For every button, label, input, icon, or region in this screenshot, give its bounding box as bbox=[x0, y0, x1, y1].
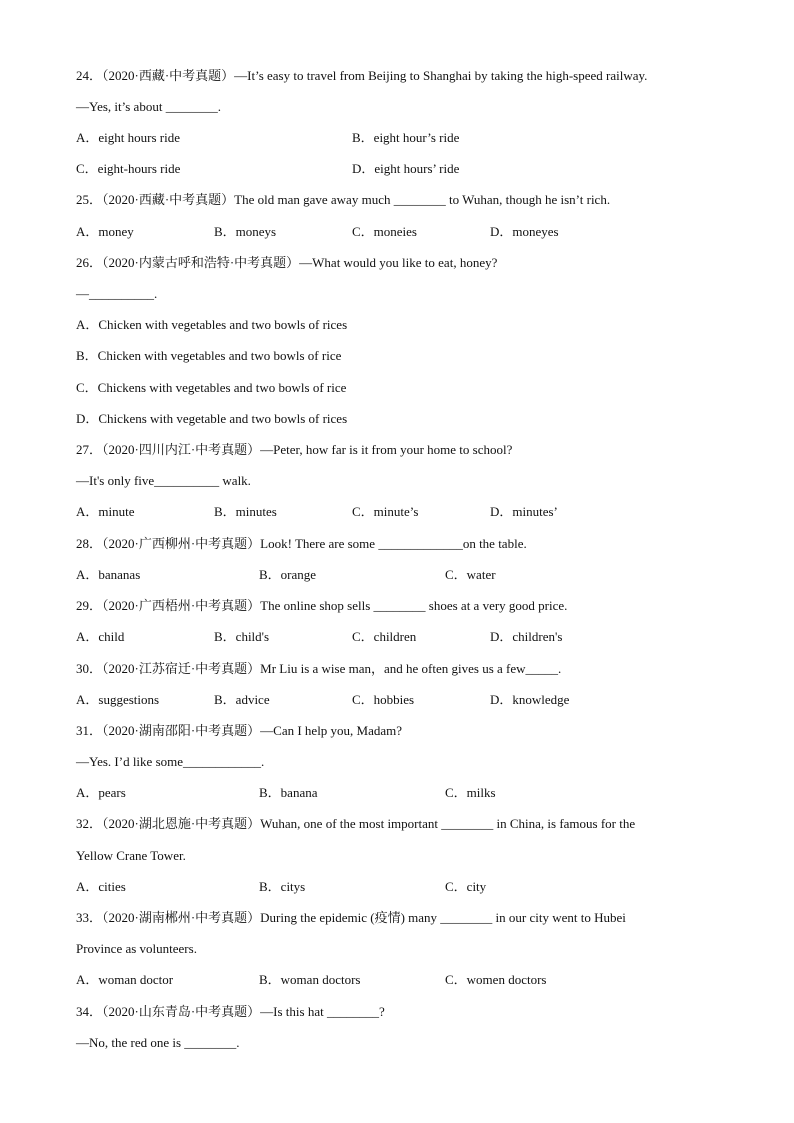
question-25-option-d: D．moneyes bbox=[490, 224, 559, 239]
question-33-option-b: B．woman doctors bbox=[259, 972, 361, 987]
question-31-option-a: A．pears bbox=[76, 785, 126, 800]
question-27-option-d: D．minutes’ bbox=[490, 504, 558, 519]
question-30-option-d: D．knowledge bbox=[490, 692, 570, 707]
question-25-stem: 25．（2020·西藏·中考真题）The old man gave away much ________ to Wuhan, though he isn’t rich. bbox=[76, 192, 611, 207]
question-32-stem: 32．（2020·湖北恩施·中考真题）Wuhan, one of the most important ________ in China, is famous for the bbox=[76, 816, 636, 831]
question-29-option-b: B．child's bbox=[214, 629, 270, 644]
question-26-stem: 26．（2020·内蒙古呼和浩特·中考真题）—What would you like to eat, honey? bbox=[76, 255, 498, 270]
question-32-option-a: A．cities bbox=[76, 879, 126, 894]
question-31-stem-reply: —Yes. I’d like some____________. bbox=[76, 754, 265, 769]
question-27-stem-reply: —It's only five__________ walk. bbox=[76, 473, 251, 488]
question-28-option-b: B．orange bbox=[259, 567, 317, 582]
question-24-option-c: C．eight-hours ride bbox=[76, 161, 181, 176]
question-33-option-c: C．women doctors bbox=[445, 972, 547, 987]
question-28-option-a: A．bananas bbox=[76, 567, 141, 582]
question-30-stem: 30．（2020·江苏宿迁·中考真题）Mr Liu is a wise man，and he often gives us a few_____. bbox=[76, 661, 562, 676]
question-25-option-b: B．moneys bbox=[214, 224, 277, 239]
question-29-option-d: D．children's bbox=[490, 629, 563, 644]
question-32-stem-continued: Yellow Crane Tower. bbox=[76, 848, 186, 863]
question-32-option-c: C．city bbox=[445, 879, 487, 894]
question-31-option-b: B．banana bbox=[259, 785, 318, 800]
question-26-option-a: A．Chicken with vegetables and two bowls of rices bbox=[76, 317, 348, 332]
question-25-option-c: C．moneies bbox=[352, 224, 417, 239]
question-29-stem: 29．（2020·广西梧州·中考真题）The online shop sells ________ shoes at a very good price. bbox=[76, 598, 568, 613]
question-25-option-a: A．money bbox=[76, 224, 134, 239]
question-33-option-a: A．woman doctor bbox=[76, 972, 174, 987]
question-33-stem-continued: Province as volunteers. bbox=[76, 941, 197, 956]
question-30-option-a: A．suggestions bbox=[76, 692, 160, 707]
question-27-stem: 27．（2020·四川内江·中考真题）—Peter, how far is it from your home to school? bbox=[76, 442, 513, 457]
question-28-option-c: C．water bbox=[445, 567, 496, 582]
question-24-option-a: A．eight hours ride bbox=[76, 130, 180, 145]
question-27-option-b: B．minutes bbox=[214, 504, 277, 519]
question-31-stem: 31．（2020·湖南邵阳·中考真题）—Can I help you, Madam? bbox=[76, 723, 403, 738]
question-29-option-c: C．children bbox=[352, 629, 417, 644]
question-27-option-a: A．minute bbox=[76, 504, 135, 519]
question-34-stem: 34．（2020·山东青岛·中考真题）—Is this hat ________? bbox=[76, 1004, 385, 1019]
question-30-option-c: C．hobbies bbox=[352, 692, 415, 707]
question-32-option-b: B．citys bbox=[259, 879, 306, 894]
question-27-option-c: C．minute’s bbox=[352, 504, 419, 519]
question-26-option-c: C．Chickens with vegetables and two bowls of rice bbox=[76, 380, 347, 395]
question-29-option-a: A．child bbox=[76, 629, 125, 644]
question-26-option-b: B．Chicken with vegetables and two bowls of rice bbox=[76, 348, 342, 363]
question-26-stem-reply: —__________. bbox=[76, 286, 158, 301]
question-24-stem-reply: —Yes, it’s about ________. bbox=[76, 99, 221, 114]
question-24-option-b: B．eight hour’s ride bbox=[352, 130, 460, 145]
question-34-stem-reply: —No, the red one is ________. bbox=[76, 1035, 240, 1050]
question-33-stem: 33．（2020·湖南郴州·中考真题）During the epidemic (疫情) many ________ in our city went to Hubei bbox=[76, 910, 626, 925]
question-31-option-c: C．milks bbox=[445, 785, 496, 800]
question-24-option-d: D．eight hours’ ride bbox=[352, 161, 460, 176]
question-28-stem: 28．（2020·广西柳州·中考真题）Look! There are some _____________on the table. bbox=[76, 536, 527, 551]
question-26-option-d: D．Chickens with vegetable and two bowls of rices bbox=[76, 411, 348, 426]
question-24-stem: 24．（2020·西藏·中考真题）—It’s easy to travel from Beijing to Shanghai by taking the high-speed railway. bbox=[76, 68, 648, 83]
question-30-option-b: B．advice bbox=[214, 692, 270, 707]
